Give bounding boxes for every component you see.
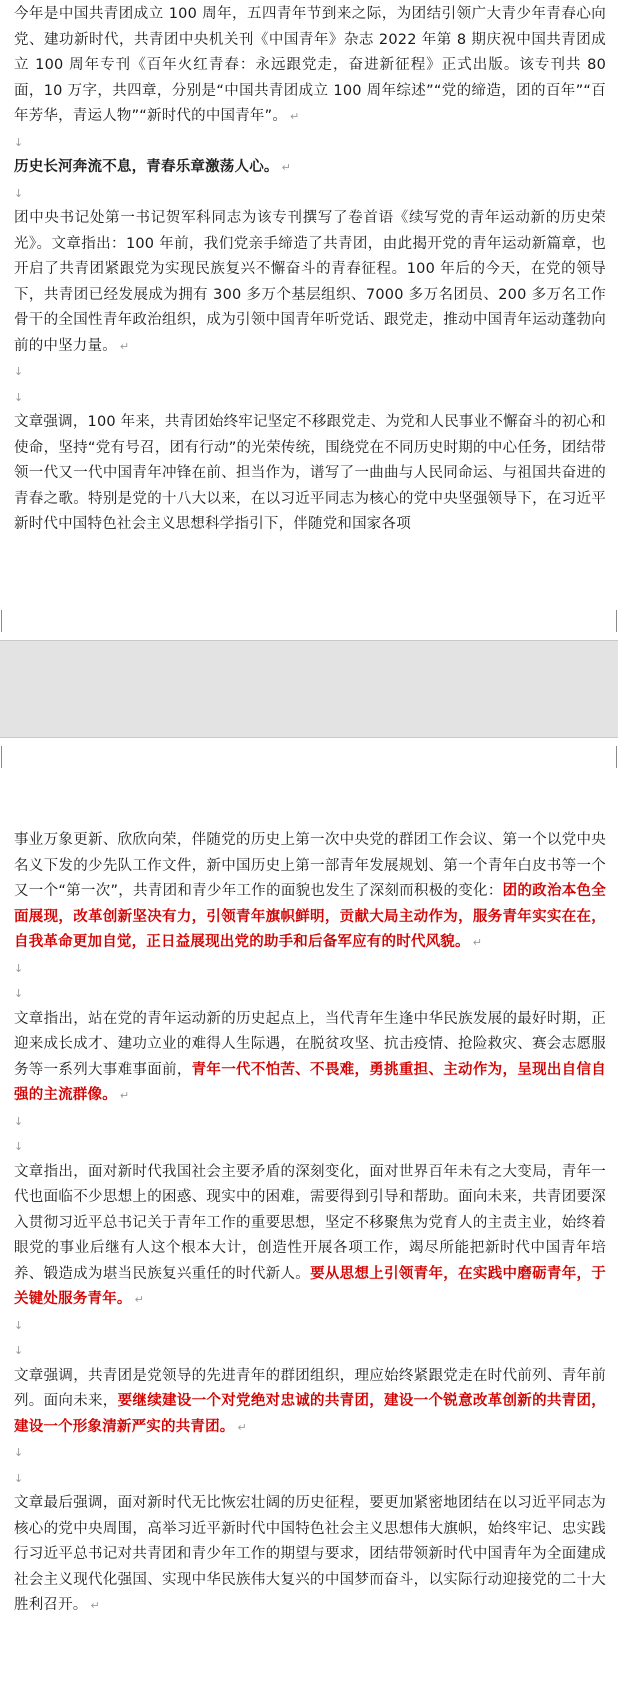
paragraph-mark: ↵ — [134, 1293, 145, 1306]
blank-line: ↓ — [14, 1114, 24, 1128]
paragraph-centennial-text: 文章强调，100 年来，共青团始终牢记坚定不移跟党走、为党和人民事业不懈奋斗的初心和使命，坚持“党有号召，团有行动”的光荣传统，围绕党在不同历史时期的中心任务，团结带领一代又一代中国青年冲锋在前、担当作为，谱写了一曲曲与人民同命运、与祖国共奋进的青春之歌。特别是党的十八大以来，在以习近平同志为核心的党中央坚强领导下，在习近平新时代中国特色社会主义思想科学指引下，伴随党和国家各项 — [14, 414, 606, 532]
paragraph-build-league — [14, 1364, 606, 1441]
paragraph-mark: ↵ — [90, 1599, 100, 1612]
paragraph-future-tasks-text: 文章指出，面对新时代我国社会主要矛盾的深刻变化，面对世界百年未有之大变局，青年一代也面临不少思想上的困惑、现实中的困难，需要得到引导和帮助。面向未来，共青团要深入贯彻习近平总书记关于青年工作的重要思想，坚定不移聚焦为党育人的主责主业，始终着眼党的事业后继有人这个根本大计，创造性开展各项工作，竭尽所能把新时代中国青年培养、锻造成为堪当民族复兴重任的时代新人。 — [14, 1163, 606, 1282]
paragraph-changes-text: 事业万象更新、欣欣向荣，伴随党的历史上第一次中央党的群团工作会议、第一个以党中央名义下发的少先队工作文件，新中国历史上第一部青年发展规划、第一个青年白皮书等一个又一个“第一次”，共青团和青少年工作的面貌也发生了深刻而积极的变化： — [14, 832, 606, 899]
paragraph-changes — [14, 828, 606, 956]
paragraph-changes-emphasis: 团的政治本色全面展现，改革创新坚决有力，引领青年旗帜鲜明，贡献大局主动作为，服务青年实实在在，自我革命更加自觉，正日益展现出党的助手和后备军应有的时代风貌。 — [14, 883, 606, 950]
paragraph-mark: ↵ — [237, 1420, 247, 1434]
paragraph-youth-era — [14, 1007, 606, 1109]
paragraph-youth-era-text: 文章指出，站在党的青年运动新的历史起点上，当代青年生逢中华民族发展的最好时期，正迎来成长成才、建功立业的难得人生际遇，在脱贫攻坚、抗击疫情、抢险救灾、赛会志愿服务等一系列大事难事面前， — [14, 1010, 606, 1078]
paragraph-conclusion-text: 文章最后强调，面对新时代无比恢宏壮阔的历史征程，要更加紧密地团结在以习近平同志为核心的党中央周围，高举习近平新时代中国特色社会主义思想伟大旗帜，始终牢记、忠实践行习近平总书记对共青团和青少年工作的期望与要求，团结带领新时代中国青年为全面建成社会主义现代化强国、实现中华民族伟大复兴的中国梦而奋斗，以实际行动迎接党的二十大胜利召开。 — [14, 1495, 606, 1613]
crop-mark-left — [1, 746, 2, 768]
paragraph-mark: ↵ — [281, 161, 292, 174]
crop-mark-right — [616, 746, 617, 768]
blank-line: ↓ — [14, 1140, 24, 1153]
document-page-2 — [0, 738, 618, 1693]
blank-line: ↓ — [14, 390, 24, 404]
page-2-content[interactable] — [14, 828, 606, 1619]
paragraph-preface — [14, 206, 606, 359]
page-edge-bottom — [0, 640, 618, 641]
blank-line: ↓ — [14, 365, 24, 378]
crop-mark-right — [616, 610, 617, 632]
section-heading — [14, 155, 606, 181]
section-heading-text: 历史长河奔流不息，青春乐章激荡人心。 — [14, 159, 279, 175]
page-gap — [0, 640, 618, 738]
paragraph-conclusion — [14, 1491, 606, 1619]
blank-line: ↓ — [14, 1344, 24, 1357]
paragraph-build-league-emphasis: 要继续建设一个对党绝对忠诚的共青团，建设一个锐意改革创新的共青团，建设一个形象清新严实的共青团。 — [14, 1393, 606, 1435]
paragraph-mark: ↵ — [472, 936, 483, 949]
blank-line: ↓ — [14, 1471, 24, 1485]
paragraph-intro-text: 今年是中国共青团成立 100 周年，五四青年节到来之际，为团结引领广大青少年青春心向党、建功新时代，共青团中央机关刊《中国青年》杂志 2022 年第 8 期庆祝中国共青团成立 100 周年专刊《百年火红青春：永远跟党走，奋进新征程》正式出版。该专刊共 80 面，10 万字，共四章，分别是“中国共青团成立 100 周年综述”“党的缔造，团的百年”“百年芳华，青运人物”“新时代的中国青年”。 — [14, 6, 606, 124]
blank-line: ↓ — [14, 186, 24, 200]
paragraph-mark: ↵ — [290, 110, 300, 123]
page-1-content[interactable] — [14, 2, 606, 538]
paragraph-intro — [14, 2, 606, 130]
blank-line: ↓ — [14, 1446, 24, 1459]
paragraph-youth-era-emphasis: 青年一代不怕苦、不畏难，勇挑重担、主动作为，呈现出自信自强的主流群像。 — [14, 1061, 606, 1103]
paragraph-build-league-text: 文章强调，共青团是党领导的先进青年的群团组织，理应始终紧跟党走在时代前列、青年前列。面向未来， — [14, 1367, 606, 1409]
blank-line: ↓ — [14, 1318, 24, 1332]
paragraph-future-tasks — [14, 1160, 606, 1313]
blank-line: ↓ — [14, 135, 24, 149]
document-page-1 — [0, 0, 618, 640]
paragraph-centennial — [14, 410, 606, 538]
paragraph-mark: ↵ — [119, 1089, 130, 1102]
paragraph-future-tasks-emphasis: 要从思想上引领青年，在实践中磨砺青年，于关键处服务青年。 — [14, 1265, 607, 1307]
blank-line: ↓ — [14, 987, 24, 1000]
crop-mark-left — [1, 610, 2, 632]
blank-line: ↓ — [14, 961, 24, 975]
paragraph-mark: ↵ — [119, 339, 130, 353]
paragraph-preface-text: 团中央书记处第一书记贺军科同志为该专刊撰写了卷首语《续写党的青年运动新的历史荣光》。文章指出：100 年前，我们党亲手缔造了共青团，由此揭开党的青年运动新篇章，也开启了共青团紧跟党为实现民族复兴不懈奋斗的青春征程。100 年后的今天，在党的领导下，共青团已经发展成为拥有 300 多万个基层组织、7000 多万名团员、200 多万名工作骨干的全国性青年政治组织，成为引领中国青年听党话、跟党走，推动中国青年运动蓬勃向前的中坚力量。 — [14, 210, 606, 354]
